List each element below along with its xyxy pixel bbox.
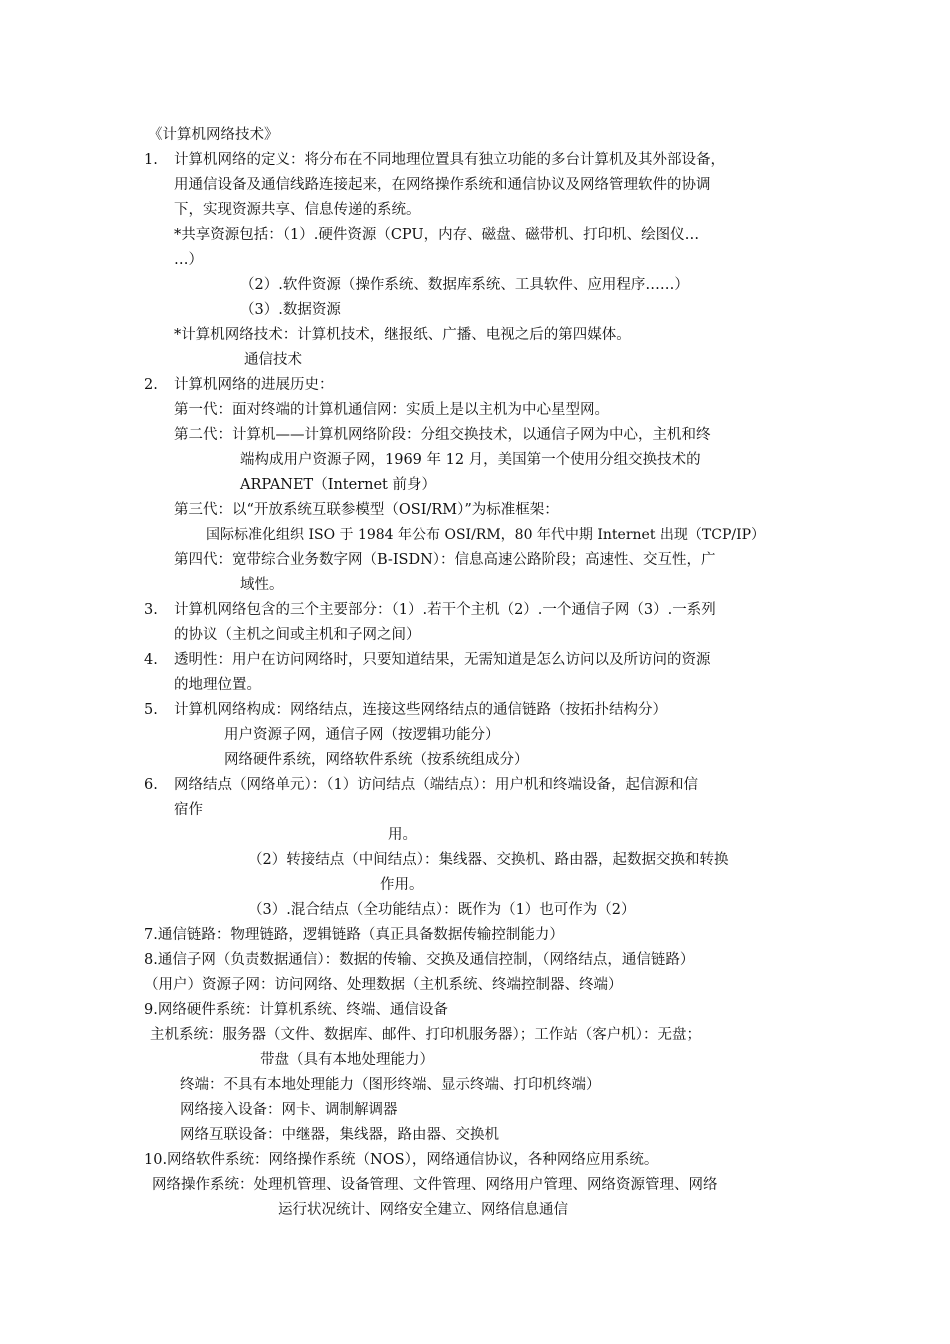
document-line: （用户）资源子网：访问网络、处理数据（主机系统、终端控制器、终端） <box>144 977 623 993</box>
item-line: 通信技术 <box>244 352 302 368</box>
document-line: 带盘（具有本地处理能力） <box>260 1052 434 1068</box>
item-line: 的地理位置。 <box>174 677 261 693</box>
document-line: 8.通信子网（负责数据通信）：数据的传输、交换及通信控制，（网络结点，通信链路） <box>144 952 695 968</box>
item-line: 域性。 <box>240 577 284 593</box>
item-line: 第四代：宽带综合业务数字网（B-ISDN）：信息高速公路阶段；高速性、交互性，广 <box>174 552 716 568</box>
item-number: 3. <box>144 602 158 618</box>
item-line: 计算机网络的进展历史： <box>174 377 334 393</box>
item-number: 4. <box>144 652 158 668</box>
item-line: 用通信设备及通信线路连接起来，在网络操作系统和通信协议及网络管理软件的协调 <box>174 177 711 193</box>
item-line: 第一代：面对终端的计算机通信网：实质上是以主机为中心星型网。 <box>174 402 609 418</box>
item-line: 的协议（主机之间或主机和子网之间） <box>174 627 421 643</box>
item-line: 网络结点（网络单元）：（1）访问结点（端结点）：用户机和终端设备，起信源和信 <box>174 777 698 793</box>
item-number: 2. <box>144 377 158 393</box>
document-line: 终端：不具有本地处理能力（图形终端、显示终端、打印机终端） <box>180 1077 601 1093</box>
document-line: 9.网络硬件系统：计算机系统、终端、通信设备 <box>144 1002 448 1018</box>
item-line: 计算机网络包含的三个主要部分：（1）.若干个主机（2）.一个通信子网（3）.一系列 <box>174 602 716 618</box>
document-line: 网络接入设备：网卡、调制解调器 <box>180 1102 398 1118</box>
item-number: 6. <box>144 777 158 793</box>
item-line: 下，实现资源共享、信息传递的系统。 <box>174 202 421 218</box>
item-line: （2）.软件资源（操作系统、数据库系统、工具软件、应用程序……） <box>240 277 689 293</box>
document-line: 网络互联设备：中继器，集线器，路由器、交换机 <box>180 1127 499 1143</box>
document-line: 网络操作系统：处理机管理、设备管理、文件管理、网络用户管理、网络资源管理、网络 <box>152 1177 718 1193</box>
item-line: 计算机网络构成：网络结点，连接这些网络结点的通信链路（按拓扑结构分） <box>174 702 667 718</box>
item-line: 用。 <box>388 827 417 843</box>
item-line: 宿作 <box>174 802 203 818</box>
item-number: 1. <box>144 152 158 168</box>
item-line: 第二代：计算机——计算机网络阶段：分组交换技术，以通信子网为中心，主机和终 <box>174 427 711 443</box>
item-line: 第三代：以“开放系统互联参模型（OSI/RM）”为标准框架： <box>174 502 559 518</box>
document-line: 7.通信链路：物理链路，逻辑链路（真正具备数据传输控制能力） <box>144 927 564 943</box>
document-title: 《计算机网络技术》 <box>148 127 279 143</box>
item-line: ARPANET（Internet 前身） <box>240 477 436 493</box>
item-line: 计算机网络的定义：将分布在不同地理位置具有独立功能的多台计算机及其外部设备， <box>174 152 725 168</box>
item-line: 透明性：用户在访问网络时，只要知道结果，无需知道是怎么访问以及所访问的资源 <box>174 652 711 668</box>
document-line: 主机系统：服务器（文件、数据库、邮件、打印机服务器）；工作站（客户机）：无盘； <box>150 1027 701 1043</box>
item-line: *共享资源包括：（1）.硬件资源（CPU，内存、磁盘、磁带机、打印机、绘图仪… <box>174 227 700 243</box>
item-line: 用户资源子网，通信子网（按逻辑功能分） <box>224 727 500 743</box>
document-line: 运行状况统计、网络安全建立、网络信息通信 <box>278 1202 568 1218</box>
item-line: 端构成用户资源子网，1969 年 12 月，美国第一个使用分组交换技术的 <box>240 452 701 468</box>
item-line: *计算机网络技术：计算机技术，继报纸、广播、电视之后的第四媒体。 <box>174 327 631 343</box>
item-line: （3）.数据资源 <box>240 302 341 318</box>
item-number: 5. <box>144 702 158 718</box>
document-line: 10.网络软件系统：网络操作系统（NOS），网络通信协议，各种网络应用系统。 <box>144 1152 659 1168</box>
item-line: 网络硬件系统，网络软件系统（按系统组成分） <box>224 752 529 768</box>
item-line: （3）.混合结点（全功能结点）：既作为（1）也可作为（2） <box>248 902 636 918</box>
item-line: 国际标准化组织 ISO 于 1984 年公布 OSI/RM，80 年代中期 Internet 出现（TCP/IP） <box>206 527 766 543</box>
item-line: （2）转接结点（中间结点）：集线器、交换机、路由器，起数据交换和转换 <box>248 852 729 868</box>
item-line: …） <box>174 252 203 268</box>
item-line: 作用。 <box>380 877 424 893</box>
